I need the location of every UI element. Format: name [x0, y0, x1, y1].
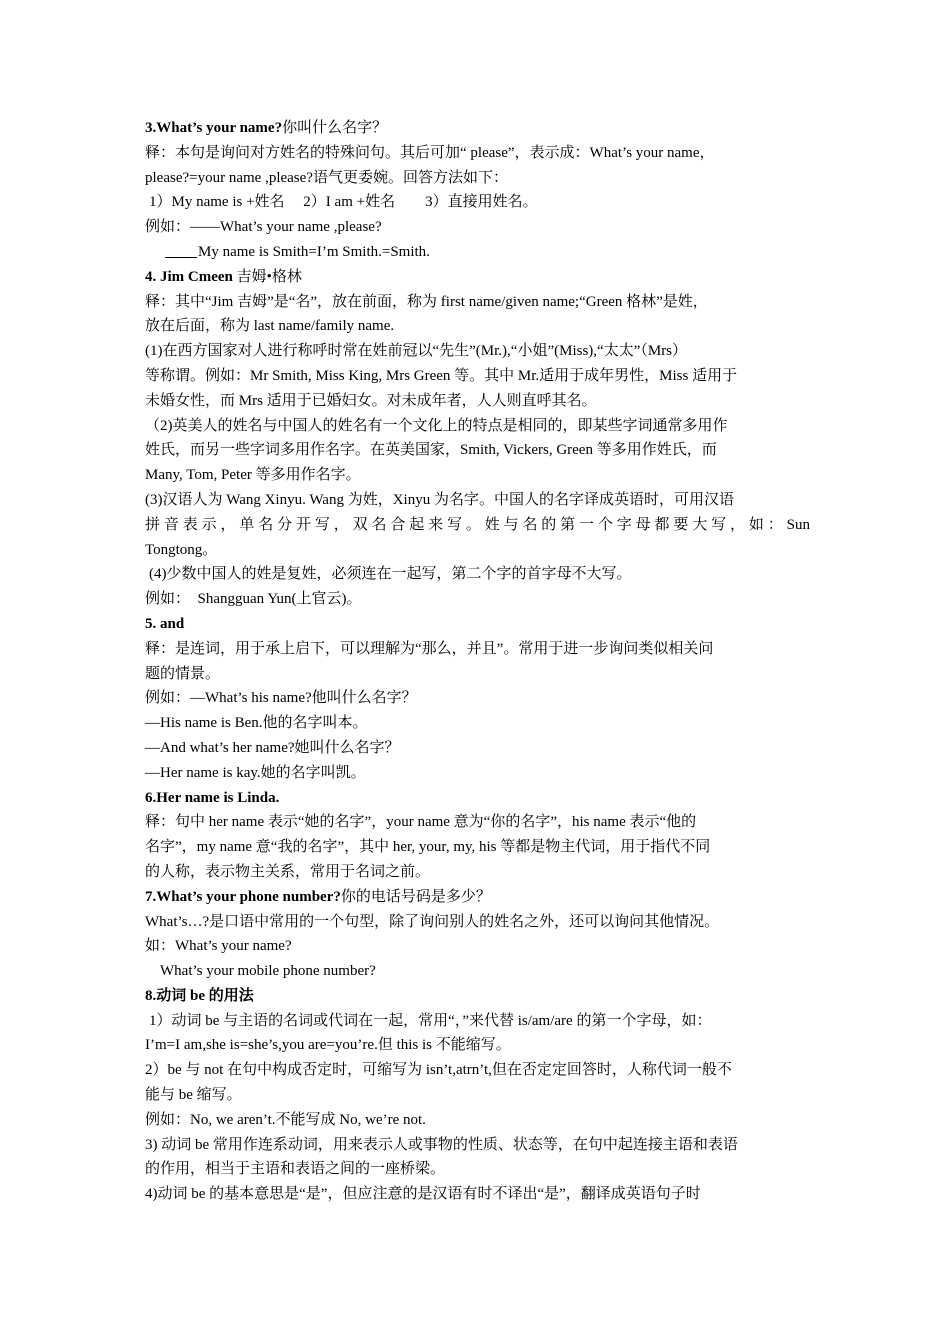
paragraph-line: 姓氏，而另一些字词多用作名字。在英美国家，Smith, Vickers, Green 等多用作姓氏，而: [145, 442, 717, 459]
paragraph-line: 2）be 与 not 在句中构成否定时，可缩写为 isn’t,atrn’t,但在否定定回答时，人称代词一般不: [145, 1062, 732, 1079]
example-line: What’s your mobile phone number?: [160, 963, 376, 980]
example-line: 例如：No, we aren’t.不能写成 No, we’re not.: [145, 1111, 426, 1128]
paragraph-line: 释：其中“Jim 吉姆”是“名”，放在前面，称为 first name/given name;“Green 格林”是姓，: [145, 293, 708, 310]
paragraph-line: (3)汉语人为 Wang Xinyu. Wang 为姓，Xinyu 为名字。中国人的名字译成英语时，可用汉语: [145, 491, 734, 508]
document-body: [145, 116, 810, 1207]
paragraph-line: （2)英美人的姓名与中国人的姓名有一个文化上的特点是相同的，即某些字词通常多用作: [145, 417, 728, 434]
section-7-heading: [145, 885, 810, 910]
example-line: —And what’s her name?她叫什么名字？: [145, 739, 400, 756]
paragraph-line: 的人称，表示物主关系，常用于名词之前。: [145, 863, 431, 880]
paragraph-line: 3) 动词 be 常用作连系动词，用来表示人或事物的性质、状态等，在句中起连接主语和表语: [145, 1136, 738, 1153]
paragraph-line: (1)在西方国家对人进行称呼时常在姓前冠以“先生”(Mr.),“小姐”(Miss),“太太”（Mrs）: [145, 343, 688, 360]
paragraph-line: 的作用，相当于主语和表语之间的一座桥梁。: [145, 1161, 446, 1178]
paragraph-line: 题的情景。: [145, 665, 221, 682]
section-4-heading: [145, 265, 810, 290]
paragraph-line: 能与 be 缩写。: [145, 1087, 242, 1104]
example-line: —Her name is kay.她的名字叫凯。: [145, 764, 366, 781]
heading-translation: 吉姆•格林: [236, 268, 302, 285]
example-line: 例如： Shangguan Yun(上官云)。: [145, 591, 362, 608]
paragraph-line: 4)动词 be 的基本意思是“是”，但应注意的是汉语有时不译出“是”，翻译成英语句子时: [145, 1186, 701, 1203]
answer-options: 1）My name is +姓名 2）I am +姓名 3）直接用姓名。: [149, 194, 538, 211]
example-line: 例如：——What’s your name ,please?: [145, 219, 382, 236]
paragraph-line: 拼音表示，单名分开写，双名合起来写。姓与名的第一个字母都要大写，如：Sun: [145, 516, 810, 533]
paragraph-line: 释：句中 her name 表示“她的名字”，your name 意为“你的名字”，his name 表示“他的: [145, 814, 697, 831]
heading-text: 3.What’s your name?: [145, 120, 283, 136]
paragraph-line: 释：是连词，用于承上启下，可以理解为“那么，并且”。常用于进一步询问类似相关问: [145, 640, 714, 657]
paragraph-line: 释：本句是询问对方姓名的特殊问句。其后可加“ please”，表示成：What’s your name，: [145, 144, 715, 161]
paragraph-line: I’m=I am,she is=she’s,you are=you’re.但 this is 不能缩写。: [145, 1037, 511, 1054]
paragraph-line: 等称谓。例如：Mr Smith, Miss King, Mrs Green 等。其中 Mr.适用于成年男性，Miss 适用于: [145, 367, 738, 384]
heading-translation: 你叫什么名字？: [282, 120, 388, 136]
heading-text: 4. Jim Cmeen: [145, 268, 233, 285]
example-answer: [145, 240, 810, 265]
heading-text: 7.What’s your phone number?: [145, 888, 341, 905]
example-line: —His name is Ben.他的名字叫本。: [145, 715, 368, 732]
heading-translation: 你的电话号码是多少？: [340, 888, 491, 905]
example-line: 例如：—What’s his name?他叫什么名字？: [145, 690, 417, 707]
paragraph-line: What’s…?是口语中常用的一个句型，除了询问别人的姓名之外，还可以询问其他情况。: [145, 913, 720, 930]
paragraph-line: Many, Tom, Peter 等多用作名字。: [145, 467, 361, 484]
paragraph-line: 1）动词 be 与主语的名词或代词在一起，常用“，”来代替 is/am/are 的第一个字母，如：: [149, 1012, 712, 1029]
section-3-heading: [145, 116, 810, 141]
section-8-heading: 8.动词 be 的用法: [145, 987, 254, 1004]
fill-blank: [165, 243, 197, 258]
paragraph-line: 放在后面，称为 last name/family name.: [145, 318, 395, 335]
section-5-heading: 5. and: [145, 615, 185, 632]
section-6-heading: 6.Her name is Linda.: [145, 789, 280, 806]
paragraph-line: please?=your name ,please?语气更委婉。回答方法如下：: [145, 169, 508, 186]
paragraph-line: 未婚女性，而 Mrs 适用于已婚妇女。对未成年者，人人则直呼其名。: [145, 392, 597, 409]
paragraph-line: Tongtong。: [145, 541, 218, 558]
example-line: 如：What’s your name?: [145, 938, 292, 955]
paragraph-line: 名字”，my name 意“我的名字”，其中 her, your, my, his 等都是物主代词，用于指代不同: [145, 839, 711, 856]
example-answer-text: My name is Smith=I’m Smith.=Smith.: [198, 243, 430, 260]
paragraph-line: (4)少数中国人的姓是复姓，必须连在一起写，第二个字的首字母不大写。: [149, 566, 632, 583]
